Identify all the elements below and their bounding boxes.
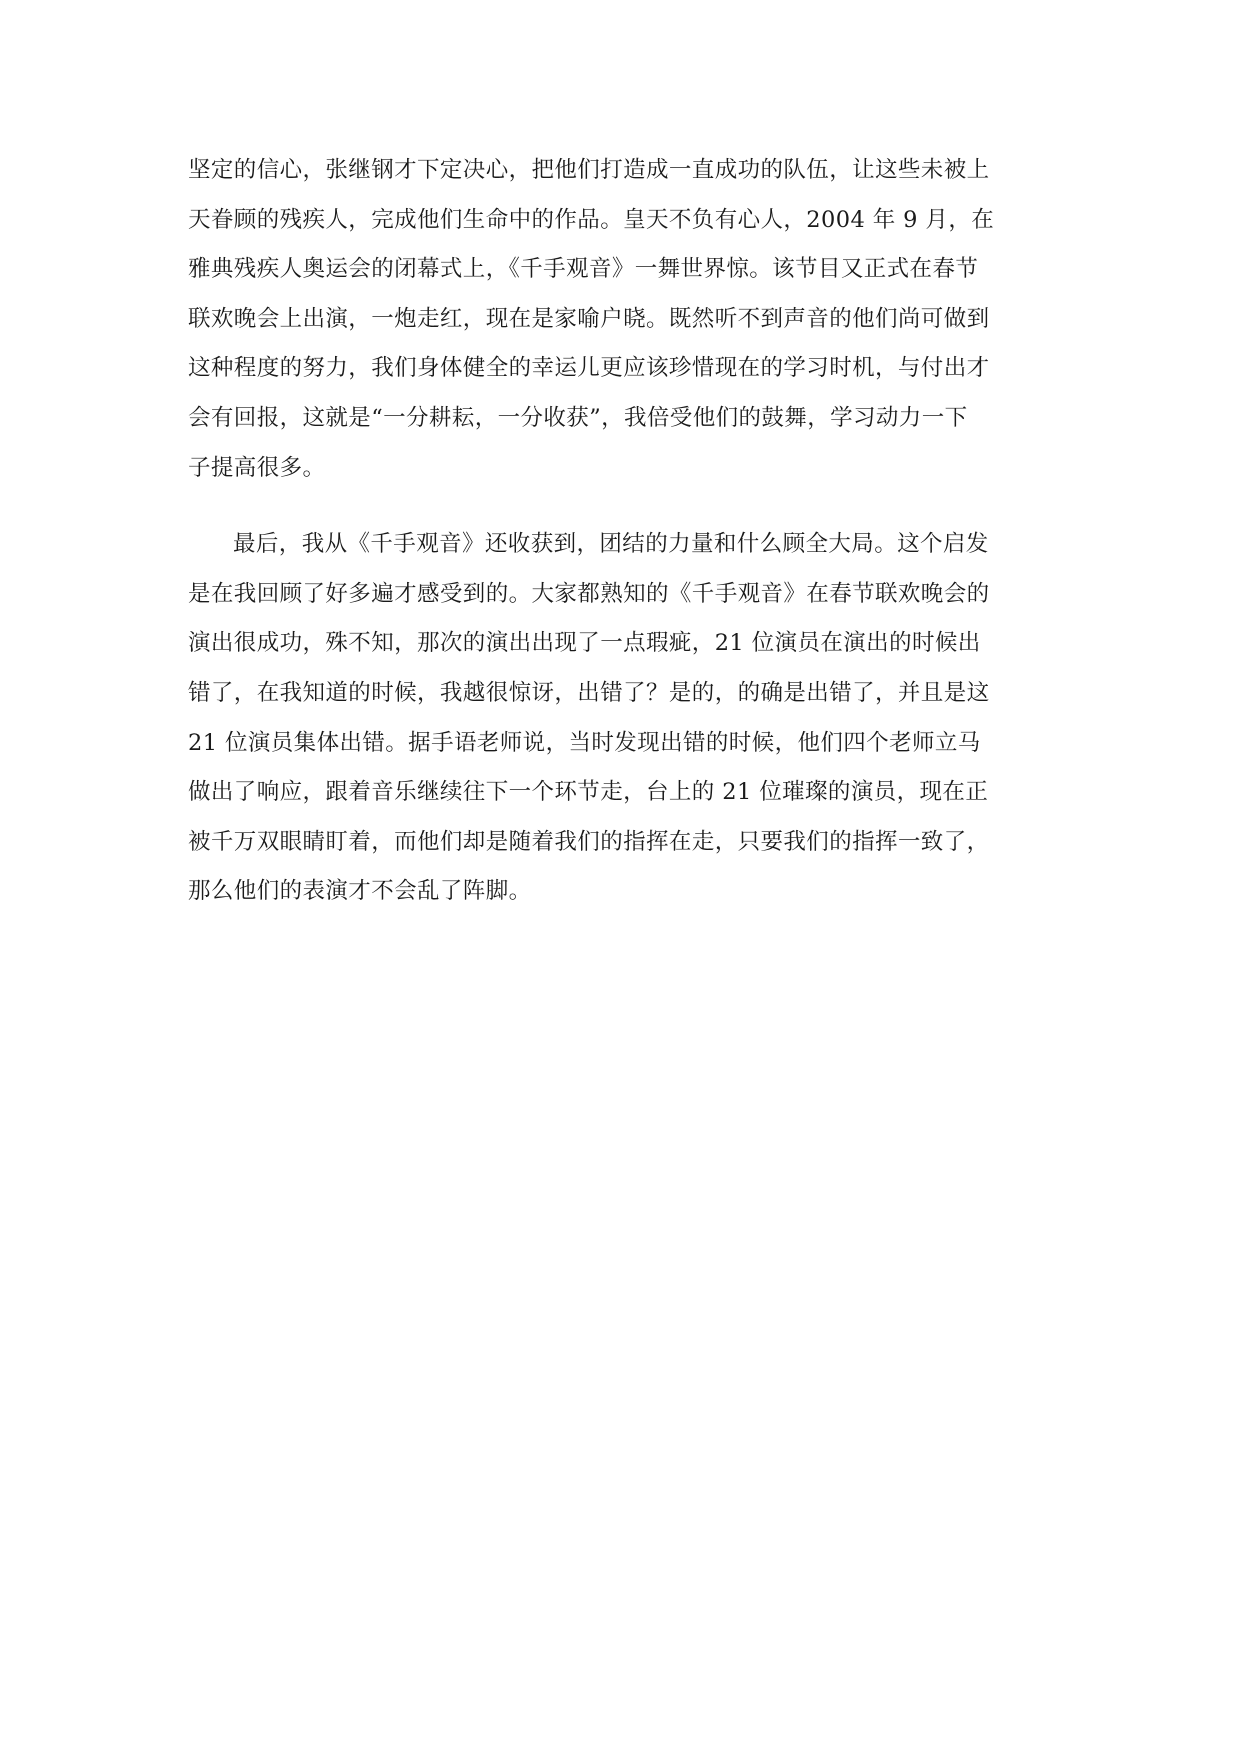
text-line: 被千万双眼睛盯着，而他们却是随着我们的指挥在走，只要我们的指挥一致了， — [188, 828, 990, 855]
paragraph-1 — [188, 146, 1056, 493]
text-line: 是在我回顾了好多遍才感受到的。大家都熟知的《千手观音》在春节联欢晚会的 — [188, 580, 990, 607]
text-line: 错了，在我知道的时候，我越很惊讶，出错了？是的，的确是出错了，并且是这 — [188, 679, 990, 706]
text-line: 演出很成功，殊不知，那次的演出出现了一点瑕疵，21 位演员在演出的时候出 — [188, 630, 981, 657]
text-line: 子提高很多。 — [188, 454, 326, 481]
text-line: 做出了响应，跟着音乐继续往下一个环节走，台上的 21 位璀璨的演员，现在正 — [188, 779, 989, 806]
text-line: 联欢晚会上出演，一炮走红，现在是家喻户晓。既然听不到声音的他们尚可做到 — [188, 305, 990, 332]
text-line: 那么他们的表演才不会乱了阵脚。 — [188, 878, 532, 905]
text-line: 这种程度的努力，我们身体健全的幸运儿更应该珍惜现在的学习时机，与付出才 — [188, 355, 990, 382]
text-line: 最后，我从《千手观音》还收获到，团结的力量和什么顾全大局。这个启发 — [233, 531, 989, 558]
text-line: 坚定的信心，张继钢才下定决心，把他们打造成一直成功的队伍，让这些未被上 — [188, 157, 990, 183]
paragraph-2 — [188, 520, 1056, 917]
document-body — [188, 146, 1056, 917]
text-line: 天眷顾的残疾人，完成他们生命中的作品。皇天不负有心人，2004 年 9 月，在 — [188, 206, 995, 233]
text-line: 会有回报，这就是“一分耕耘，一分收获”，我倍受他们的鼓舞，学习动力一下 — [188, 404, 968, 431]
text-line: 雅典残疾人奥运会的闭幕式上，《千手观音》一舞世界惊。该节目又正式在春节 — [188, 256, 979, 283]
text-line: 21 位演员集体出错。据手语老师说，当时发现出错的时候，他们四个老师立马 — [188, 729, 981, 756]
